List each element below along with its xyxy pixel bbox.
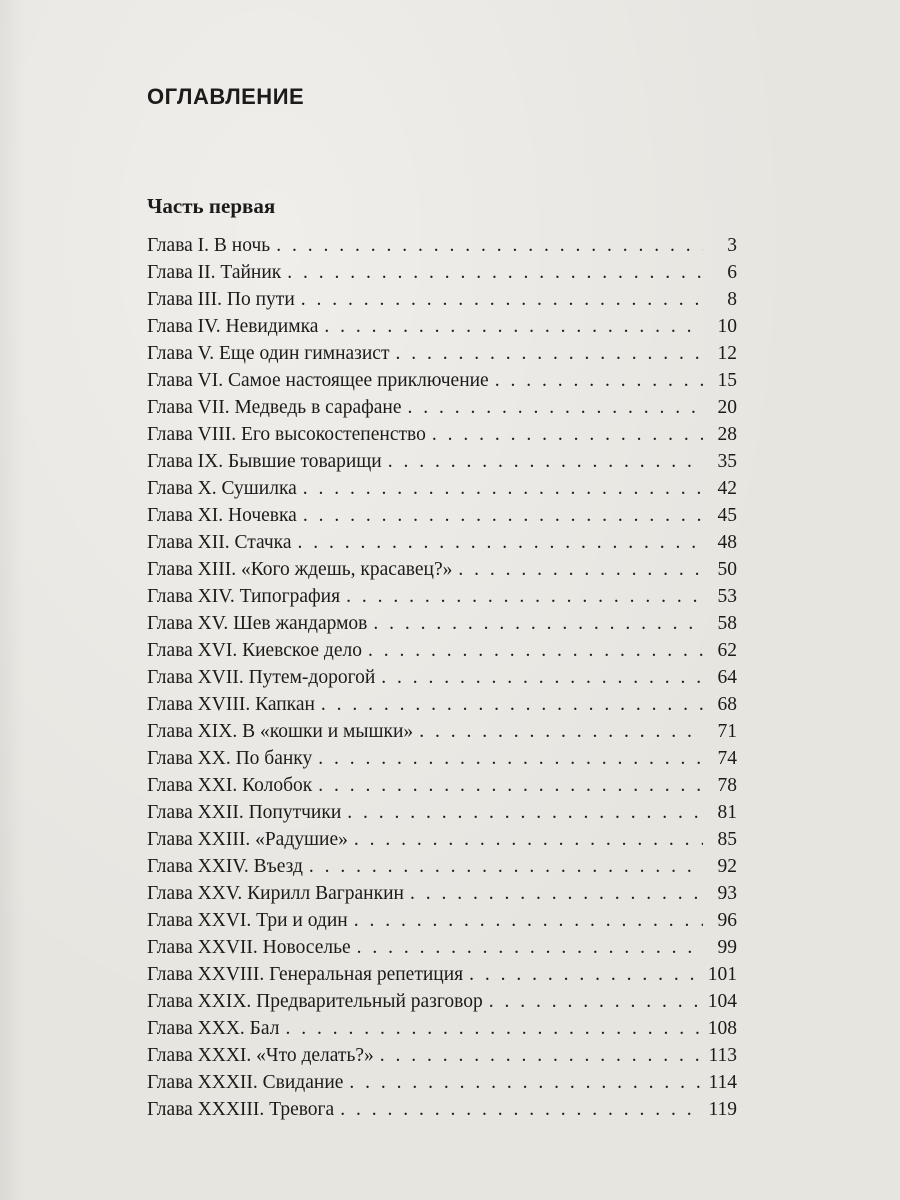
page-number: 20 [717,397,737,418]
toc-entry [147,961,737,988]
dot-leader [346,583,703,610]
toc-entry [147,1096,737,1123]
chapter-title: Глава XXIV. Въезд [147,856,303,877]
chapter-title: Глава XXIII. «Радушие» [147,829,348,850]
dot-leader [309,853,703,880]
page-number: 85 [717,829,737,850]
toc-entry [147,1015,737,1042]
page-number: 10 [717,316,737,337]
chapter-title: Глава IX. Бывшие товарищи [147,451,382,472]
dot-leader [368,637,703,664]
chapter-title: Глава XXII. Попутчики [147,802,342,823]
chapter-title: Глава XXXIII. Тревога [147,1099,335,1120]
dot-leader [380,1042,703,1069]
chapter-title: Глава XX. По банку [147,748,313,769]
toc-entry [147,367,737,394]
dot-leader [357,934,703,961]
chapter-title: Глава XXXI. «Что делать?» [147,1045,374,1066]
page-number: 71 [717,721,737,742]
chapter-title: Глава XVIII. Капкан [147,694,315,715]
part-title: Часть первая [147,194,276,218]
chapter-title: Глава VI. Самое настоящее приключение [147,370,489,391]
toc-entry [147,826,737,853]
page-number: 8 [727,289,737,310]
chapter-title: Глава XVII. Путем-дорогой [147,667,376,688]
dot-leader [301,286,703,313]
dot-leader [347,799,703,826]
chapter-title: Глава XI. Ночевка [147,505,297,526]
toc-entry [147,718,737,745]
dot-leader [318,745,703,772]
page-number: 50 [717,559,737,580]
dot-leader [303,475,703,502]
dot-leader [303,502,703,529]
page-number: 78 [717,775,737,796]
page-number: 35 [717,451,737,472]
toc-entry [147,664,737,691]
toc-entry [147,1042,737,1069]
chapter-title: Глава XXVI. Три и один [147,910,348,931]
toc-entry [147,529,737,556]
toc-entry [147,988,737,1015]
toc-entry [147,475,737,502]
toc-entry [147,340,737,367]
chapter-title: Глава II. Тайник [147,262,282,283]
toc-entry [147,772,737,799]
toc-entry [147,907,737,934]
dot-leader [276,232,703,259]
dot-leader [373,610,703,637]
page-number: 92 [717,856,737,877]
dot-leader [489,988,703,1015]
dot-leader [285,1015,703,1042]
page-number: 64 [717,667,737,688]
page-number: 119 [708,1099,737,1120]
dot-leader [458,556,703,583]
page-number: 101 [707,964,737,985]
dot-leader [318,772,703,799]
chapter-title: Глава XIV. Типография [147,586,341,607]
page-number: 74 [717,748,737,769]
dot-leader [410,880,703,907]
page-number: 93 [717,883,737,904]
page-number: 6 [727,262,737,283]
toc-entry [147,853,737,880]
table-of-contents [147,232,737,1123]
toc-entry [147,448,737,475]
page-number: 53 [717,586,737,607]
toc-entry [147,286,737,313]
page-number: 42 [717,478,737,499]
toc-entry [147,583,737,610]
page-title: ОГЛАВЛЕНИЕ [147,84,305,109]
toc-entry [147,232,737,259]
page-number: 3 [727,235,737,256]
page-number: 108 [707,1018,737,1039]
page-number: 114 [708,1072,737,1093]
page-number: 58 [717,613,737,634]
page-number: 12 [717,343,737,364]
chapter-title: Глава XIII. «Кого ждешь, красавец?» [147,559,453,580]
chapter-title: Глава VIII. Его высокостепенство [147,424,426,445]
dot-leader [469,961,703,988]
dot-leader [419,718,703,745]
dot-leader [408,394,704,421]
toc-entry [147,610,737,637]
toc-entry [147,799,737,826]
dot-leader [381,664,703,691]
toc-entry [147,880,737,907]
page-number: 99 [717,937,737,958]
page-number: 68 [717,694,737,715]
chapter-title: Глава I. В ночь [147,235,271,256]
page-number: 81 [717,802,737,823]
page-number: 113 [708,1045,737,1066]
chapter-title: Глава III. По пути [147,289,295,310]
dot-leader [324,313,703,340]
page-number: 48 [717,532,737,553]
toc-entry [147,934,737,961]
dot-leader [321,691,703,718]
dot-leader [349,1069,703,1096]
dot-leader [395,340,703,367]
toc-entry [147,691,737,718]
chapter-title: Глава XV. Шев жандармов [147,613,368,634]
chapter-title: Глава XII. Стачка [147,532,292,553]
dot-leader [388,448,703,475]
toc-entry [147,745,737,772]
dot-leader [340,1096,703,1123]
dot-leader [354,826,703,853]
page-number: 15 [717,370,737,391]
dot-leader [495,367,703,394]
page-number: 104 [707,991,737,1012]
chapter-title: Глава XIX. В «кошки и мышки» [147,721,414,742]
toc-entry [147,556,737,583]
chapter-title: Глава XXVII. Новоселье [147,937,351,958]
toc-entry [147,637,737,664]
toc-entry [147,313,737,340]
chapter-title: Глава X. Сушилка [147,478,297,499]
page-number: 62 [717,640,737,661]
toc-entry [147,1069,737,1096]
toc-entry [147,394,737,421]
dot-leader [287,259,703,286]
chapter-title: Глава XXIX. Предварительный разговор [147,991,483,1012]
toc-entry [147,421,737,448]
chapter-title: Глава XXV. Кирилл Вагранкин [147,883,404,904]
toc-entry [147,259,737,286]
chapter-title: Глава XXI. Колобок [147,775,313,796]
chapter-title: Глава VII. Медведь в сарафане [147,397,402,418]
dot-leader [354,907,703,934]
chapter-title: Глава IV. Невидимка [147,316,319,337]
page-number: 45 [717,505,737,526]
chapter-title: Глава V. Еще один гимназист [147,343,390,364]
dot-leader [298,529,703,556]
toc-entry [147,502,737,529]
page-number: 28 [717,424,737,445]
chapter-title: Глава XVI. Киевское дело [147,640,362,661]
chapter-title: Глава XXXII. Свидание [147,1072,344,1093]
chapter-title: Глава XXX. Бал [147,1018,280,1039]
chapter-title: Глава XXVIII. Генеральная репетиция [147,964,464,985]
page-number: 96 [717,910,737,931]
dot-leader [432,421,703,448]
